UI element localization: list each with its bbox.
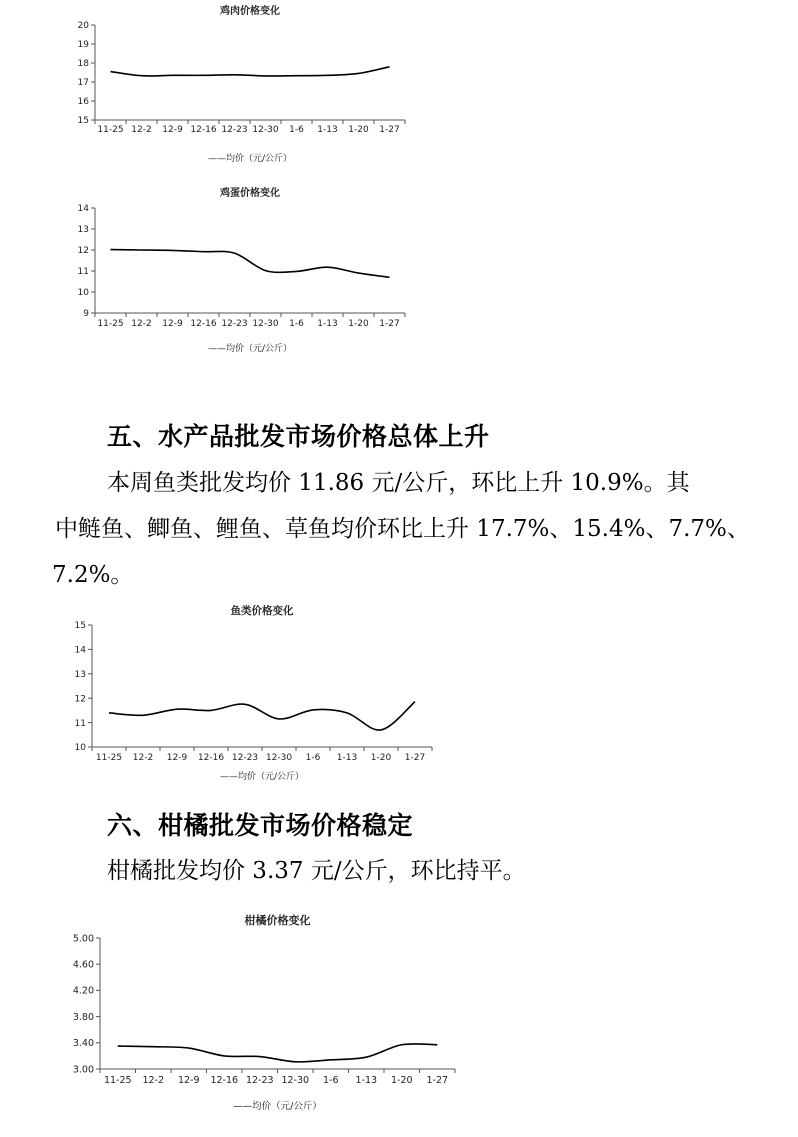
section-heading-fish: 五、水产品批发市场价格总体上升 xyxy=(107,422,490,451)
y-tick-label: 18 xyxy=(77,59,89,70)
x-tick-label: 1-6 xyxy=(289,125,304,135)
x-tick-label: 1-6 xyxy=(289,319,304,329)
y-tick-label: 11 xyxy=(77,267,89,278)
x-tick-label: 11-25 xyxy=(103,1075,132,1086)
y-tick-label: 10 xyxy=(74,743,86,754)
y-tick-label: 3.00 xyxy=(72,1064,94,1076)
y-tick-label: 14 xyxy=(74,645,86,656)
x-tick-label: 1-20 xyxy=(348,125,369,135)
x-tick-label: 12-16 xyxy=(190,125,217,135)
y-tick-label: 5.00 xyxy=(72,933,94,945)
x-tick-label: 1-13 xyxy=(317,125,338,135)
legend-label: ——均价（元/公斤） xyxy=(219,772,305,782)
chart-title: 鸡肉价格变化 xyxy=(220,6,280,17)
x-tick-label: 12-9 xyxy=(162,319,183,329)
x-tick-label: 12-23 xyxy=(231,753,259,763)
legend-label: ——均价（元/公斤） xyxy=(233,1101,322,1112)
x-tick-label: 1-20 xyxy=(370,753,392,763)
x-tick-label: 1-27 xyxy=(404,753,426,763)
section-heading-citrus: 六、柑橘批发市场价格稳定 xyxy=(107,811,414,840)
x-tick-label: 12-9 xyxy=(162,125,183,135)
y-tick-label: 19 xyxy=(77,40,89,51)
x-tick-label: 12-9 xyxy=(177,1075,200,1086)
x-tick-label: 1-27 xyxy=(379,319,400,329)
x-tick-label: 12-23 xyxy=(221,319,248,329)
y-tick-label: 15 xyxy=(74,621,86,632)
x-tick-label: 12-2 xyxy=(142,1075,165,1086)
x-tick-label: 12-2 xyxy=(131,125,152,135)
x-tick-label: 12-2 xyxy=(132,753,154,763)
x-tick-label: 1-20 xyxy=(390,1075,413,1086)
y-tick-label: 9 xyxy=(83,309,89,320)
y-tick-label: 12 xyxy=(77,246,89,257)
y-tick-label: 14 xyxy=(77,204,89,215)
x-tick-label: 1-13 xyxy=(355,1075,378,1086)
fish-paragraph-line3: 7.2%。 xyxy=(52,562,134,588)
x-tick-label: 1-27 xyxy=(426,1075,449,1086)
x-tick-label: 12-23 xyxy=(221,125,248,135)
x-tick-label: 12-30 xyxy=(252,125,279,135)
x-tick-label: 1-20 xyxy=(348,319,369,329)
chart-title: 柑橘价格变化 xyxy=(244,914,311,927)
x-tick-label: 1-27 xyxy=(379,125,400,135)
x-tick-label: 12-2 xyxy=(131,319,152,329)
x-tick-label: 12-16 xyxy=(190,319,217,329)
y-tick-label: 4.60 xyxy=(72,959,94,971)
x-tick-label: 1-6 xyxy=(305,753,321,763)
chart-title: 鱼类价格变化 xyxy=(230,605,294,617)
fish-paragraph-text: 本周鱼类批发均价 11.86 元/公斤，环比上升 10.9%。其 xyxy=(107,470,690,496)
x-tick-label: 12-30 xyxy=(252,319,279,329)
y-tick-label: 16 xyxy=(77,97,89,108)
chart-title: 鸡蛋价格变化 xyxy=(220,188,280,199)
y-tick-label: 17 xyxy=(77,78,89,89)
x-tick-label: 12-16 xyxy=(197,753,225,763)
x-tick-label: 12-9 xyxy=(166,753,188,763)
x-tick-label: 11-25 xyxy=(95,753,123,763)
y-tick-label: 4.20 xyxy=(72,985,94,997)
series-line xyxy=(118,1044,438,1062)
x-tick-label: 1-13 xyxy=(336,753,358,763)
citrus-paragraph: 柑橘批发均价 3.37 元/公斤，环比持平。 xyxy=(107,858,526,884)
x-tick-label: 1-13 xyxy=(317,319,338,329)
y-tick-label: 3.40 xyxy=(72,1038,94,1050)
y-tick-label: 13 xyxy=(77,225,89,236)
x-tick-label: 11-25 xyxy=(97,319,124,329)
y-tick-label: 13 xyxy=(74,669,86,680)
x-tick-label: 12-16 xyxy=(210,1075,239,1086)
fish-paragraph-line2: 中鲢鱼、鲫鱼、鲤鱼、草鱼均价环比上升 17.7%、15.4%、7.7%、 xyxy=(55,516,750,542)
legend-label: ——均价（元/公斤） xyxy=(207,344,293,354)
y-tick-label: 20 xyxy=(77,21,89,32)
y-tick-label: 3.80 xyxy=(72,1011,94,1023)
y-tick-label: 11 xyxy=(74,718,86,729)
x-tick-label: 12-30 xyxy=(265,753,293,763)
y-tick-label: 15 xyxy=(77,116,89,127)
x-tick-label: 12-30 xyxy=(281,1075,310,1086)
x-tick-label: 11-25 xyxy=(97,125,124,135)
x-tick-label: 1-6 xyxy=(322,1075,339,1086)
legend-label: ——均价（元/公斤） xyxy=(207,154,293,164)
x-tick-label: 12-23 xyxy=(245,1075,274,1086)
y-tick-label: 12 xyxy=(74,694,86,705)
y-tick-label: 10 xyxy=(77,288,89,299)
